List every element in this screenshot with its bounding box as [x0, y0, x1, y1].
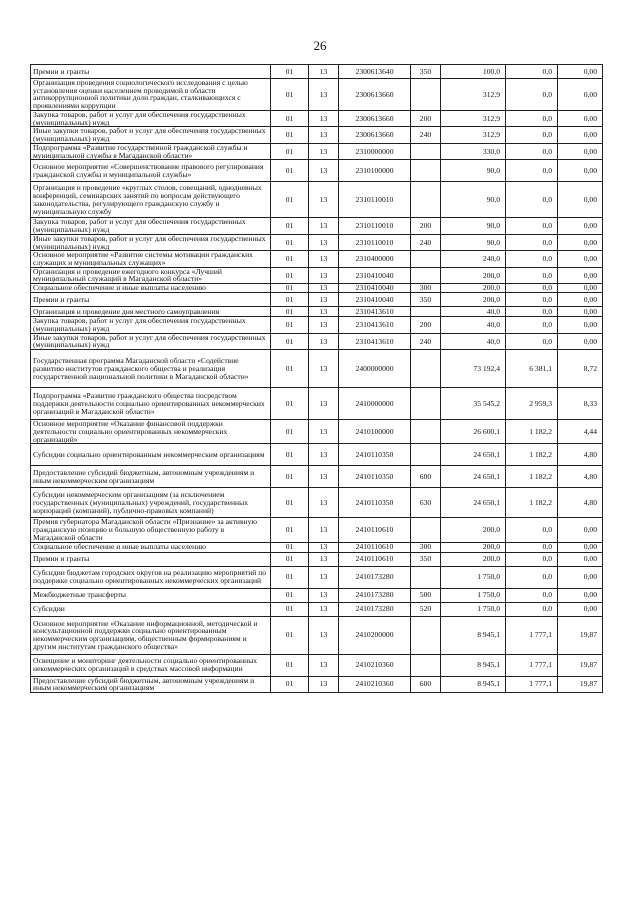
row-section: 01 [271, 466, 309, 488]
row-name: Закупка товаров, работ и услуг для обеспечения государственных (муниципальных) нужд [31, 317, 271, 333]
budget-table-body [31, 65, 603, 693]
row-expense-type: 350 [411, 552, 441, 566]
row-expense-type: 300 [411, 542, 441, 552]
row-execution-percent: 0,00 [558, 284, 603, 293]
row-name: Освещение и мониторинг деятельности социально ориентированных некоммерческих организаций в средствах массовой информации [31, 654, 271, 676]
row-plan-amount: 240,0 [441, 251, 506, 267]
row-execution-percent: 0,00 [558, 566, 603, 588]
row-subsection: 13 [309, 65, 339, 79]
row-section: 01 [271, 251, 309, 267]
row-execution-percent: 0,00 [558, 182, 603, 218]
row-section: 01 [271, 616, 309, 654]
row-execution-percent: 0,00 [558, 518, 603, 542]
row-name: Субсидии бюджетам городских округов на реализацию мероприятий по поддержке социально ориентированных некоммерческих организаций [31, 566, 271, 588]
row-name: Предоставление субсидий бюджетным, автономным учреждениям и иным некоммерческим организациям [31, 466, 271, 488]
row-expense-type [411, 420, 441, 444]
row-subsection: 13 [309, 566, 339, 588]
row-expense-type [411, 267, 441, 283]
row-expense-type: 240 [411, 234, 441, 250]
row-plan-amount: 200,0 [441, 284, 506, 293]
row-expense-type: 240 [411, 127, 441, 143]
row-target-code: 2310110010 [339, 182, 411, 218]
row-executed-amount: 0,0 [506, 160, 558, 182]
row-subsection: 13 [309, 182, 339, 218]
row-expense-type: 240 [411, 333, 441, 349]
row-expense-type: 200 [411, 110, 441, 126]
row-plan-amount: 40,0 [441, 307, 506, 317]
row-name: Премии и гранты [31, 293, 271, 307]
table-row [31, 602, 603, 616]
row-section: 01 [271, 518, 309, 542]
row-execution-percent: 0,00 [558, 251, 603, 267]
row-target-code: 2410210360 [339, 654, 411, 676]
table-row [31, 488, 603, 518]
row-executed-amount: 1 182,2 [506, 488, 558, 518]
row-subsection: 13 [309, 333, 339, 349]
row-target-code: 2410173280 [339, 602, 411, 616]
row-executed-amount: 0,0 [506, 251, 558, 267]
row-name: Основное мероприятие «Оказание информационной, методической и консультационной поддержки социально ориентированным некоммерческим организациям, общественным формированиям и другим институтам гражданского общества» [31, 616, 271, 654]
table-row [31, 676, 603, 692]
row-section: 01 [271, 293, 309, 307]
row-subsection: 13 [309, 518, 339, 542]
row-plan-amount: 90,0 [441, 218, 506, 234]
row-target-code: 2310400000 [339, 251, 411, 267]
row-name: Государственная программа Магаданской области «Содействие развитию институтов гражданского общества и реализация государственной национальной политики в Магаданской области» [31, 350, 271, 388]
row-target-code: 2410173280 [339, 588, 411, 602]
row-plan-amount: 8 945,1 [441, 616, 506, 654]
budget-table [30, 64, 603, 693]
row-plan-amount: 35 545,2 [441, 388, 506, 420]
row-subsection: 13 [309, 444, 339, 466]
row-name: Закупка товаров, работ и услуг для обеспечения государственных (муниципальных) нужд [31, 218, 271, 234]
table-row [31, 182, 603, 218]
row-plan-amount: 26 600,1 [441, 420, 506, 444]
row-executed-amount: 0,0 [506, 127, 558, 143]
row-expense-type [411, 251, 441, 267]
row-execution-percent: 0,00 [558, 317, 603, 333]
row-section: 01 [271, 388, 309, 420]
row-executed-amount: 1 182,2 [506, 466, 558, 488]
row-execution-percent: 0,00 [558, 307, 603, 317]
row-executed-amount: 0,0 [506, 110, 558, 126]
table-row [31, 160, 603, 182]
table-row [31, 420, 603, 444]
row-target-code: 2310000000 [339, 143, 411, 159]
row-executed-amount: 0,0 [506, 65, 558, 79]
row-section: 01 [271, 333, 309, 349]
row-executed-amount: 1 777,1 [506, 676, 558, 692]
row-name: Основное мероприятие «Развитие системы мотивации гражданских служащих и муниципальных служащих» [31, 251, 271, 267]
row-name: Субсидии некоммерческим организациям (за исключением государственных (муниципальных) учреждений, государственных корпораций (компаний), публично-правовых компаний) [31, 488, 271, 518]
row-plan-amount: 1 750,0 [441, 602, 506, 616]
row-expense-type: 350 [411, 65, 441, 79]
row-name: Организация и проведение «круглых столов, совещаний, однодневных конференций, семинарских занятий по вопросам действующего законодательства, регулирующего гражданскую службу и муниципальную службу [31, 182, 271, 218]
table-row [31, 267, 603, 283]
row-name: Премия губернатора Магаданской области «Признание» за активную гражданскую позицию и большую общественную работу в Магаданской области [31, 518, 271, 542]
row-plan-amount: 312,9 [441, 110, 506, 126]
table-row [31, 251, 603, 267]
row-expense-type [411, 160, 441, 182]
row-subsection: 13 [309, 284, 339, 293]
row-section: 01 [271, 267, 309, 283]
row-executed-amount: 0,0 [506, 542, 558, 552]
row-execution-percent: 0,00 [558, 110, 603, 126]
row-target-code: 2410110350 [339, 466, 411, 488]
row-section: 01 [271, 234, 309, 250]
row-expense-type [411, 654, 441, 676]
row-section: 01 [271, 143, 309, 159]
row-executed-amount: 0,0 [506, 267, 558, 283]
row-subsection: 13 [309, 267, 339, 283]
table-row [31, 542, 603, 552]
table-row [31, 588, 603, 602]
row-execution-percent: 8,72 [558, 350, 603, 388]
row-name: Организация и проведение ежегодного конкурса «Лучший муниципальный служащий в Магаданской области» [31, 267, 271, 283]
table-row [31, 333, 603, 349]
row-section: 01 [271, 284, 309, 293]
row-plan-amount: 100,0 [441, 65, 506, 79]
row-expense-type [411, 182, 441, 218]
row-target-code: 2310410040 [339, 293, 411, 307]
row-section: 01 [271, 676, 309, 692]
table-row [31, 234, 603, 250]
row-expense-type: 500 [411, 588, 441, 602]
row-target-code: 2410110610 [339, 518, 411, 542]
row-plan-amount: 200,0 [441, 542, 506, 552]
row-plan-amount: 40,0 [441, 317, 506, 333]
row-subsection: 13 [309, 420, 339, 444]
row-plan-amount: 90,0 [441, 160, 506, 182]
row-subsection: 13 [309, 293, 339, 307]
row-section: 01 [271, 307, 309, 317]
row-execution-percent: 4,80 [558, 488, 603, 518]
row-target-code: 2410110350 [339, 488, 411, 518]
row-name: Премии и гранты [31, 65, 271, 79]
row-executed-amount: 0,0 [506, 293, 558, 307]
row-executed-amount: 2 959,3 [506, 388, 558, 420]
row-target-code: 2310410040 [339, 284, 411, 293]
row-expense-type [411, 444, 441, 466]
table-row [31, 444, 603, 466]
row-target-code: 2410100000 [339, 420, 411, 444]
row-expense-type [411, 79, 441, 111]
row-executed-amount: 0,0 [506, 602, 558, 616]
row-target-code: 2410110610 [339, 552, 411, 566]
table-row [31, 79, 603, 111]
row-target-code: 2410200000 [339, 616, 411, 654]
row-section: 01 [271, 127, 309, 143]
row-plan-amount: 312,9 [441, 127, 506, 143]
row-name: Основное мероприятие «Совершенствование правового регулирования гражданской службы и муниципальной службы» [31, 160, 271, 182]
row-name: Организация проведения социологического исследования с целью установления оценки населением проводимой в области антикоррупционной политики доли граждан, сталкивающихся с проявлениями коррупции [31, 79, 271, 111]
row-name: Подпрограмма «Развитие государственной гражданской службы и муниципальной службы в Магаданской области» [31, 143, 271, 159]
row-name: Межбюджетные трансферты [31, 588, 271, 602]
row-name: Подпрограмма «Развитие гражданского общества посредством поддержки деятельности социально ориентированных некоммерческих организаций в Магаданской области» [31, 388, 271, 420]
row-section: 01 [271, 218, 309, 234]
row-executed-amount: 0,0 [506, 218, 558, 234]
row-execution-percent: 4,80 [558, 466, 603, 488]
table-row [31, 566, 603, 588]
row-expense-type: 630 [411, 488, 441, 518]
row-section: 01 [271, 182, 309, 218]
row-plan-amount: 330,0 [441, 143, 506, 159]
row-expense-type [411, 307, 441, 317]
row-expense-type: 300 [411, 284, 441, 293]
row-executed-amount: 1 777,1 [506, 654, 558, 676]
row-plan-amount: 24 650,1 [441, 444, 506, 466]
table-row [31, 317, 603, 333]
row-section: 01 [271, 444, 309, 466]
row-subsection: 13 [309, 79, 339, 111]
row-plan-amount: 90,0 [441, 182, 506, 218]
row-name: Закупка товаров, работ и услуг для обеспечения государственных (муниципальных) нужд [31, 110, 271, 126]
row-execution-percent: 0,00 [558, 542, 603, 552]
row-plan-amount: 1 750,0 [441, 566, 506, 588]
row-expense-type [411, 143, 441, 159]
row-subsection: 13 [309, 218, 339, 234]
row-section: 01 [271, 110, 309, 126]
row-section: 01 [271, 566, 309, 588]
row-target-code: 2300613640 [339, 65, 411, 79]
row-expense-type: 200 [411, 218, 441, 234]
row-section: 01 [271, 65, 309, 79]
row-expense-type: 520 [411, 602, 441, 616]
row-execution-percent: 0,00 [558, 160, 603, 182]
row-section: 01 [271, 317, 309, 333]
row-executed-amount: 0,0 [506, 284, 558, 293]
table-row [31, 388, 603, 420]
row-executed-amount: 0,0 [506, 307, 558, 317]
row-subsection: 13 [309, 654, 339, 676]
row-subsection: 13 [309, 588, 339, 602]
row-target-code: 2410110350 [339, 444, 411, 466]
row-plan-amount: 200,0 [441, 518, 506, 542]
row-subsection: 13 [309, 616, 339, 654]
row-target-code: 2300613660 [339, 127, 411, 143]
row-execution-percent: 19,87 [558, 616, 603, 654]
row-name: Организация и проведение дня местного самоуправления [31, 307, 271, 317]
row-execution-percent: 0,00 [558, 234, 603, 250]
table-row [31, 350, 603, 388]
row-subsection: 13 [309, 542, 339, 552]
row-subsection: 13 [309, 552, 339, 566]
row-target-code: 2400000000 [339, 350, 411, 388]
row-target-code: 2410173280 [339, 566, 411, 588]
row-plan-amount: 8 945,1 [441, 654, 506, 676]
table-row [31, 466, 603, 488]
row-target-code: 2310413610 [339, 333, 411, 349]
table-row [31, 616, 603, 654]
row-subsection: 13 [309, 307, 339, 317]
row-executed-amount: 0,0 [506, 518, 558, 542]
row-name: Премии и гранты [31, 552, 271, 566]
row-target-code: 2310410040 [339, 267, 411, 283]
row-executed-amount: 6 381,1 [506, 350, 558, 388]
row-expense-type [411, 566, 441, 588]
table-row [31, 218, 603, 234]
row-subsection: 13 [309, 143, 339, 159]
row-section: 01 [271, 160, 309, 182]
row-subsection: 13 [309, 466, 339, 488]
row-executed-amount: 1 182,2 [506, 444, 558, 466]
row-execution-percent: 0,00 [558, 552, 603, 566]
table-row [31, 284, 603, 293]
table-row [31, 127, 603, 143]
row-target-code: 2410000000 [339, 388, 411, 420]
row-expense-type [411, 616, 441, 654]
row-execution-percent: 0,00 [558, 79, 603, 111]
row-plan-amount: 90,0 [441, 234, 506, 250]
row-target-code: 2310110010 [339, 234, 411, 250]
row-executed-amount: 0,0 [506, 333, 558, 349]
row-executed-amount: 0,0 [506, 566, 558, 588]
row-subsection: 13 [309, 251, 339, 267]
row-name: Социальное обеспечение и иные выплаты населению [31, 542, 271, 552]
row-execution-percent: 0,00 [558, 143, 603, 159]
row-target-code: 2410210360 [339, 676, 411, 692]
table-row [31, 110, 603, 126]
row-execution-percent: 19,87 [558, 654, 603, 676]
row-section: 01 [271, 588, 309, 602]
row-subsection: 13 [309, 488, 339, 518]
row-execution-percent: 0,00 [558, 602, 603, 616]
row-target-code: 2310110010 [339, 218, 411, 234]
row-plan-amount: 200,0 [441, 267, 506, 283]
row-name: Субсидии [31, 602, 271, 616]
row-section: 01 [271, 552, 309, 566]
row-section: 01 [271, 350, 309, 388]
row-execution-percent: 8,33 [558, 388, 603, 420]
row-execution-percent: 19,87 [558, 676, 603, 692]
row-executed-amount: 0,0 [506, 143, 558, 159]
row-section: 01 [271, 79, 309, 111]
row-expense-type [411, 388, 441, 420]
row-subsection: 13 [309, 676, 339, 692]
table-row [31, 293, 603, 307]
row-subsection: 13 [309, 127, 339, 143]
row-section: 01 [271, 542, 309, 552]
row-execution-percent: 4,80 [558, 444, 603, 466]
row-name: Предоставление субсидий бюджетным, автономным учреждениям и иным некоммерческим организациям [31, 676, 271, 692]
page-number: 26 [313, 38, 327, 53]
row-plan-amount: 200,0 [441, 293, 506, 307]
row-executed-amount: 0,0 [506, 588, 558, 602]
row-plan-amount: 24 650,1 [441, 488, 506, 518]
row-name: Иные закупки товаров, работ и услуг для обеспечения государственных (муниципальных) нужд [31, 127, 271, 143]
row-expense-type [411, 518, 441, 542]
row-name: Иные закупки товаров, работ и услуг для обеспечения государственных (муниципальных) нужд [31, 234, 271, 250]
table-row [31, 552, 603, 566]
row-executed-amount: 0,0 [506, 552, 558, 566]
row-subsection: 13 [309, 160, 339, 182]
row-name: Основное мероприятие «Оказание финансовой поддержки деятельности социально ориентированных некоммерческих организаций» [31, 420, 271, 444]
row-executed-amount: 0,0 [506, 182, 558, 218]
row-execution-percent: 0,00 [558, 293, 603, 307]
row-section: 01 [271, 602, 309, 616]
row-plan-amount: 40,0 [441, 333, 506, 349]
row-execution-percent: 0,00 [558, 127, 603, 143]
table-row [31, 307, 603, 317]
row-expense-type: 600 [411, 466, 441, 488]
row-plan-amount: 200,0 [441, 552, 506, 566]
row-target-code: 2300613660 [339, 79, 411, 111]
row-name: Субсидии социально ориентированным некоммерческим организациям [31, 444, 271, 466]
row-subsection: 13 [309, 388, 339, 420]
row-executed-amount: 1 777,1 [506, 616, 558, 654]
row-subsection: 13 [309, 317, 339, 333]
row-executed-amount: 0,0 [506, 234, 558, 250]
table-row [31, 65, 603, 79]
row-expense-type: 350 [411, 293, 441, 307]
row-subsection: 13 [309, 602, 339, 616]
row-name: Социальное обеспечение и иные выплаты населению [31, 284, 271, 293]
row-subsection: 13 [309, 234, 339, 250]
row-section: 01 [271, 654, 309, 676]
row-plan-amount: 73 192,4 [441, 350, 506, 388]
row-execution-percent: 0,00 [558, 588, 603, 602]
row-expense-type [411, 350, 441, 388]
row-execution-percent: 4,44 [558, 420, 603, 444]
row-target-code: 2310100000 [339, 160, 411, 182]
row-subsection: 13 [309, 110, 339, 126]
row-execution-percent: 0,00 [558, 333, 603, 349]
row-expense-type: 200 [411, 317, 441, 333]
row-execution-percent: 0,00 [558, 65, 603, 79]
row-target-code: 2310413610 [339, 317, 411, 333]
table-row [31, 654, 603, 676]
row-executed-amount: 1 182,2 [506, 420, 558, 444]
row-name: Иные закупки товаров, работ и услуг для обеспечения государственных (муниципальных) нужд [31, 333, 271, 349]
row-target-code: 2410110610 [339, 542, 411, 552]
row-executed-amount: 0,0 [506, 317, 558, 333]
row-expense-type: 600 [411, 676, 441, 692]
row-execution-percent: 0,00 [558, 267, 603, 283]
row-plan-amount: 24 650,1 [441, 466, 506, 488]
table-row [31, 518, 603, 542]
row-section: 01 [271, 420, 309, 444]
row-subsection: 13 [309, 350, 339, 388]
row-plan-amount: 312,9 [441, 79, 506, 111]
row-plan-amount: 8 945,1 [441, 676, 506, 692]
row-executed-amount: 0,0 [506, 79, 558, 111]
row-section: 01 [271, 488, 309, 518]
table-row [31, 143, 603, 159]
row-plan-amount: 1 750,0 [441, 588, 506, 602]
row-target-code: 2300613660 [339, 110, 411, 126]
row-execution-percent: 0,00 [558, 218, 603, 234]
row-target-code: 2310413610 [339, 307, 411, 317]
